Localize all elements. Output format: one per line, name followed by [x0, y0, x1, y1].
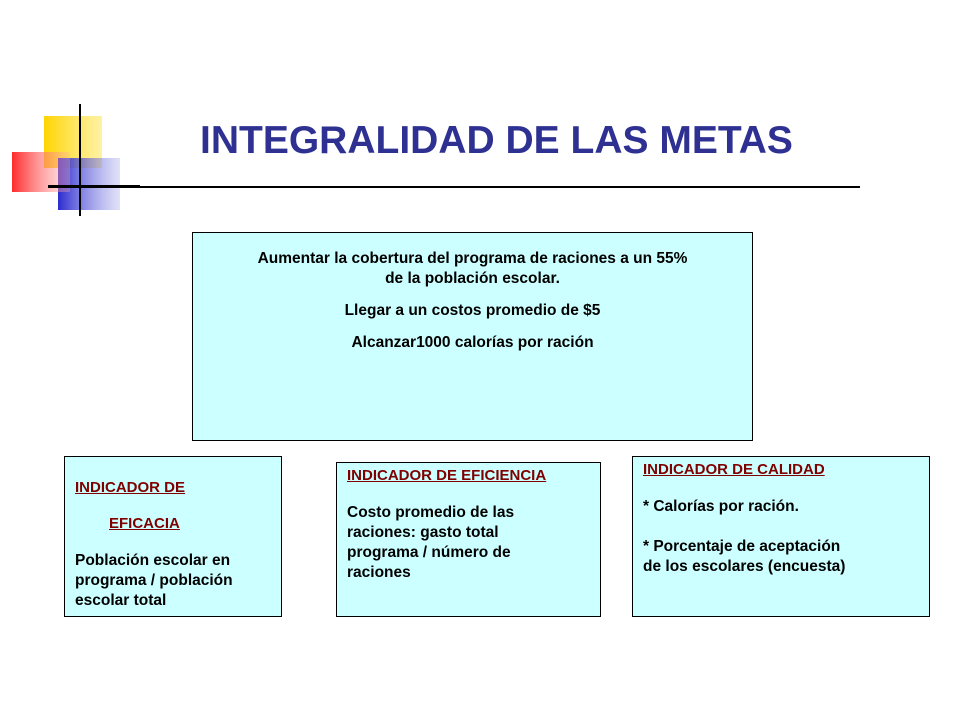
efficiency-indicator-box [336, 462, 601, 617]
quality-indicator-box [632, 456, 930, 617]
efficacy-indicator-box [64, 456, 282, 617]
goal-coverage [193, 249, 752, 289]
decorative-logo [10, 100, 140, 220]
slide-title: INTEGRALIDAD DE LAS METAS [200, 119, 793, 162]
efficiency-indicator-body: Costo promedio de las raciones: gasto total programa / número de raciones [347, 504, 515, 581]
logo-vertical-line [79, 104, 81, 216]
quality-indicator-title: INDICADOR DE CALIDAD [643, 461, 825, 478]
goal-coverage-line2: de la población escolar. [385, 270, 560, 287]
efficacy-title-line2: EFICACIA [109, 515, 180, 532]
goal-calories: Alcanzar1000 calorías por ración [351, 334, 594, 351]
title-underline-rule [48, 186, 860, 188]
efficacy-title-line1: INDICADOR DE [75, 479, 186, 496]
efficiency-indicator-title: INDICADOR DE EFICIENCIA [347, 467, 547, 484]
efficacy-indicator-title [75, 461, 273, 533]
goal-coverage-line1: Aumentar la cobertura del programa de raciones a un 55% [257, 250, 688, 267]
goal-cost: Llegar a un costos promedio de $5 [344, 302, 601, 319]
efficacy-indicator-body: Población escolar en programa / población escolar total [75, 552, 233, 609]
goals-box [192, 232, 753, 441]
quality-indicator-body: * Calorías por ración. * Porcentaje de aceptación de los escolares (encuesta) [643, 498, 846, 575]
